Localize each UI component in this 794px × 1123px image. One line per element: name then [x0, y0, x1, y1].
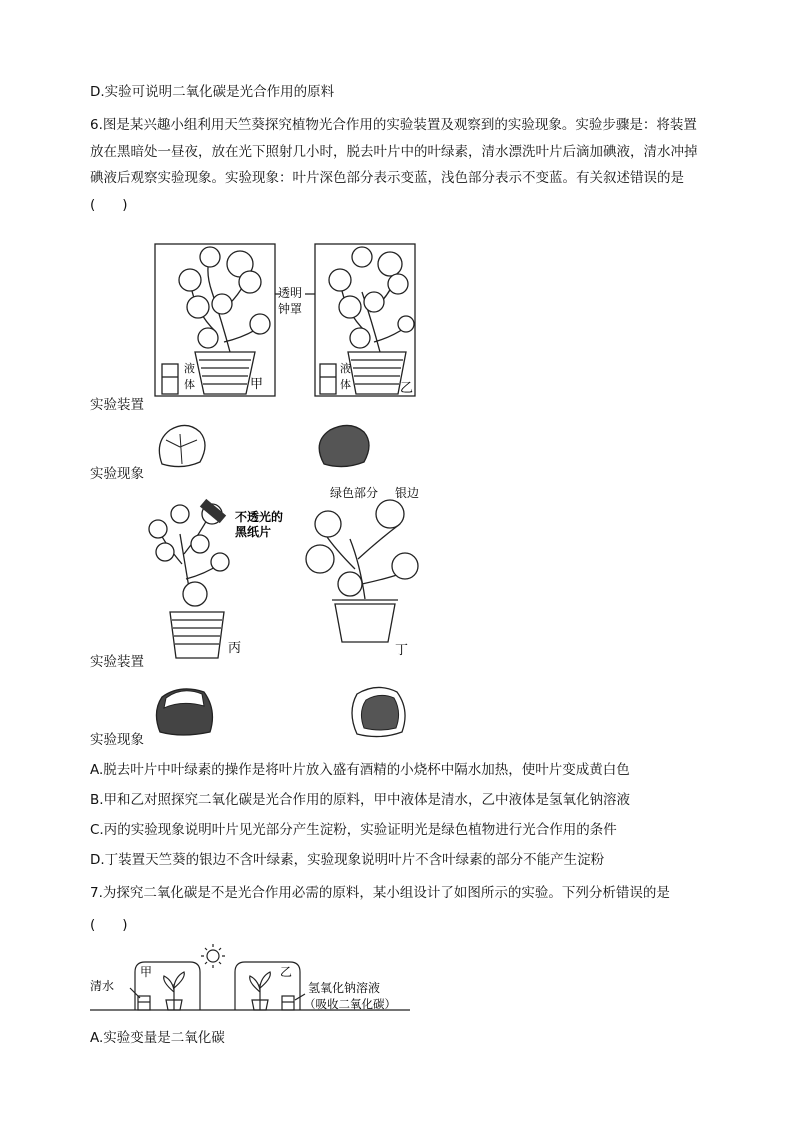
beaker-jia — [162, 364, 178, 394]
figure-bing-ding-apparatus — [140, 484, 480, 660]
label-ding: 丁 — [395, 643, 409, 658]
q6-option-c: C.丙的实验现象说明叶片见光部分产生淀粉，实验证明光是绿色植物进行光合作用的条件 — [90, 822, 617, 838]
silver-edge-label: 银边 — [395, 486, 420, 500]
liquid-label-yi-2: 体 — [340, 378, 351, 391]
q7-label-yi: 乙 — [280, 965, 293, 979]
caption-phenomenon-1: 实验现象 — [90, 466, 144, 482]
q6-option-a: A.脱去叶片中叶绿素的操作是将叶片放入盛有酒精的小烧杯中隔水加热，使叶片变成黄白色 — [90, 762, 630, 778]
pot-jia — [195, 352, 255, 394]
figure-q7-setup — [90, 942, 410, 1022]
q6-option-b: B.甲和乙对照探究二氧化碳是光合作用的原料，甲中液体是清水，乙中液体是氢氧化钠溶液 — [90, 792, 631, 808]
pot-yi — [348, 352, 406, 394]
bell-jar-label-2: 钟罩 — [278, 302, 303, 316]
liquid-label-jia-1: 液 — [184, 362, 195, 375]
label-yi: 乙 — [400, 381, 414, 396]
liquid-label-jia-2: 体 — [184, 378, 195, 391]
liquid-label-yi-1: 液 — [340, 362, 351, 375]
beaker-yi — [320, 364, 336, 394]
leaf-ding-green-part — [361, 695, 398, 730]
label-jia: 甲 — [250, 377, 264, 392]
q7-absorb-label: （吸收二氧化碳） — [304, 997, 396, 1011]
black-paper-label-2: 黑纸片 — [235, 525, 272, 539]
figure-leaf-results-1 — [152, 422, 392, 472]
label-bing: 丙 — [228, 641, 242, 656]
green-part-label: 绿色部分 — [330, 486, 379, 500]
leaf-yi-result — [319, 425, 369, 466]
figure-leaf-results-2 — [152, 682, 422, 742]
beaker-naoh — [282, 996, 294, 1010]
q6-option-d: D.丁装置天竺葵的银边不含叶绿素，实验现象说明叶片不含叶绿素的部分不能产生淀粉 — [90, 852, 605, 868]
q7-label-jia: 甲 — [140, 965, 153, 979]
q7-stem: 7.为探究二氧化碳是不是光合作用必需的原料，某小组设计了如图所示的实验。下列分析错误的是 — [90, 885, 670, 901]
q7-option-a: A.实验变量是二氧化碳 — [90, 1030, 225, 1046]
black-paper-label-1: 不透光的 — [235, 510, 284, 524]
q7-water-label: 清水 — [90, 979, 115, 993]
q7-blank: ( ) — [90, 917, 128, 933]
pot-bing — [170, 612, 224, 658]
bell-jar-label-1: 透明 — [278, 286, 303, 300]
q7-naoh-label: 氢氧化钠溶液 — [308, 981, 381, 995]
caption-apparatus-1: 实验装置 — [90, 397, 144, 413]
caption-apparatus-2: 实验装置 — [90, 654, 144, 670]
q6-stem: 6.图是某兴趣小组利用天竺葵探究植物光合作用的实验装置及观察到的实验现象。实验步骤是：将装置放在黑暗处一昼夜，放在光下照射几小时，脱去叶片中的叶绿素，清水漂洗叶片后滴加碘液，清水冲掉碘液后观察实验现象。实验现象：叶片深色部分表示变蓝，浅色部分表示不变蓝。有关叙述错误的是( ) — [90, 117, 698, 213]
pot-ding — [335, 604, 395, 642]
plant-stem-ding — [325, 524, 400, 599]
sun-icon — [207, 950, 219, 962]
caption-phenomenon-2: 实验现象 — [90, 732, 144, 748]
figure-jia-apparatus — [150, 242, 430, 402]
q5-option-d: D.实验可说明二氧化碳是光合作用的原料 — [90, 84, 335, 100]
